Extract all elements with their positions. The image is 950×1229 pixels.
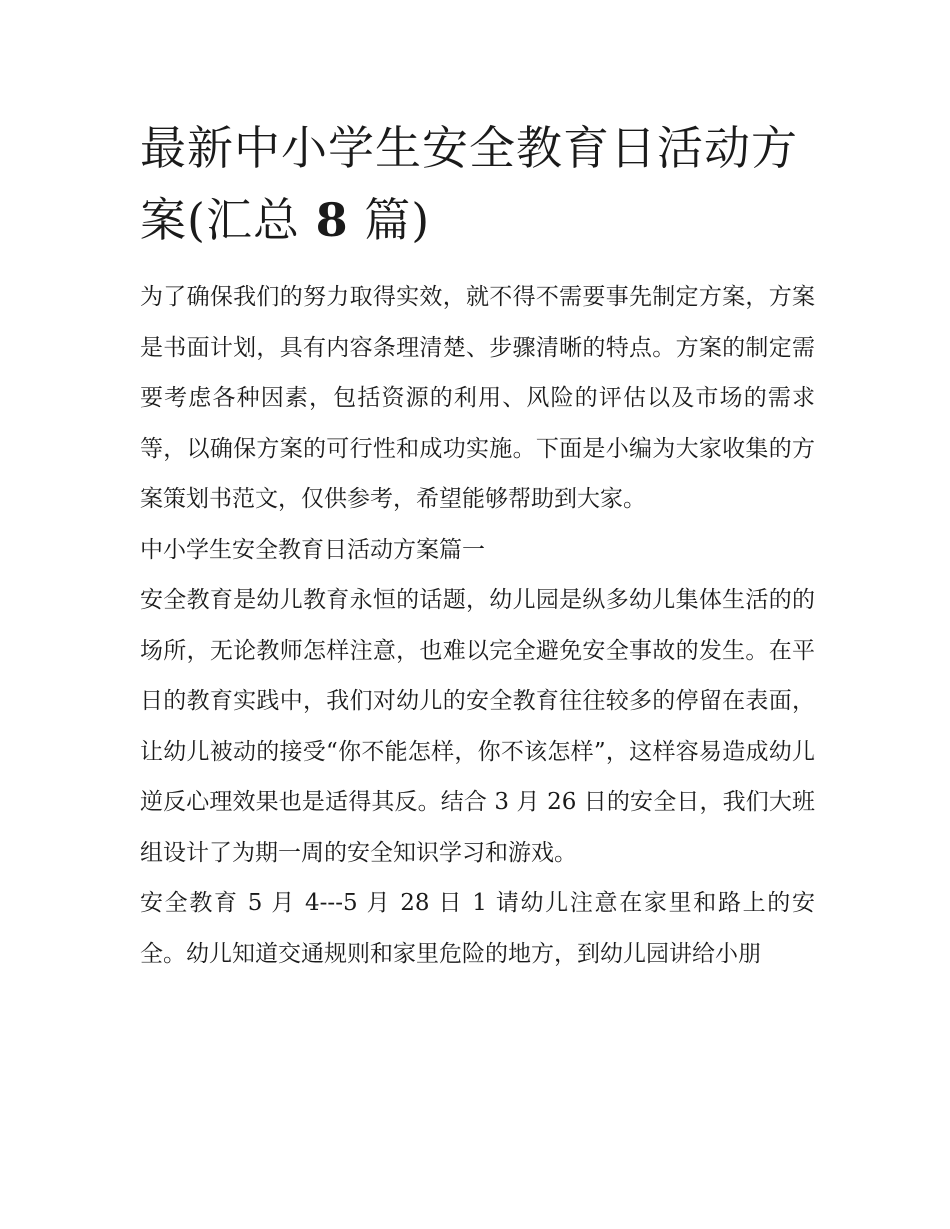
title-number: 8 <box>315 193 349 247</box>
section-body-paragraph-2: 安全教育 5 月 4---5 月 28 日 1 请幼儿注意在家里和路上的安全。幼儿知道交通规则和家里危险的地方，到幼儿园讲给小朋 <box>140 890 815 967</box>
title-text-part1: 最新中小学生安全教育日活动方案(汇总 <box>140 121 798 247</box>
section-body-paragraph: 安全教育是幼儿教育永恒的话题，幼儿园是纵多幼儿集体生活的的场所，无论教师怎样注意，也难以完全避免安全事故的发生。在平日的教育实践中，我们对幼儿的安全教育往往较多的停留在表面，让幼儿被动的接受“你不能怎样，你不该怎样”，这样容易造成幼儿逆反心理效果也是适得其反。结合 3 月 26 日的安全日，我们大班组设计了为期一周的安全知识学习和游戏。 <box>140 587 815 866</box>
document-title <box>140 112 815 256</box>
document-page <box>140 112 815 979</box>
title-text-part2: 篇) <box>364 193 431 247</box>
section-heading: 中小学生安全教育日活动方案篇一 <box>140 536 485 563</box>
intro-paragraph: 为了确保我们的努力取得实效，就不得不需要事先制定方案，方案是书面计划，具有内容条理清楚、步骤清晰的特点。方案的制定需要考虑各种因素，包括资源的利用、风险的评估以及市场的需求等，以确保方案的可行性和成功实施。下面是小编为大家收集的方案策划书范文，仅供参考，希望能够帮助到大家。 <box>140 284 815 512</box>
